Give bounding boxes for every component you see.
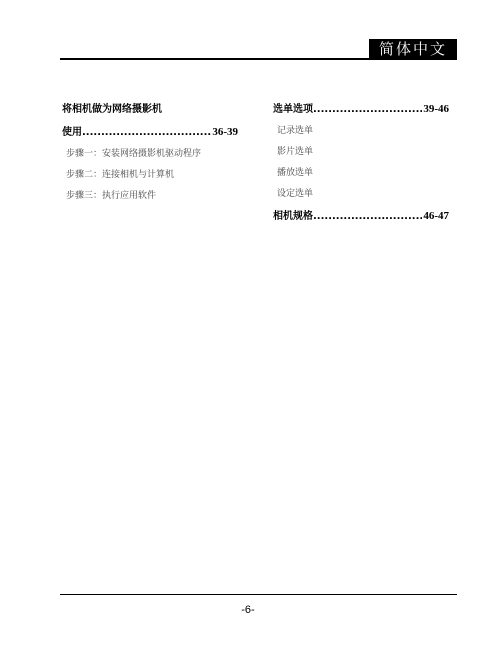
menu-item: 设定选单 (277, 189, 314, 199)
language-tab: 简体中文 (369, 39, 457, 60)
menu-item: 影片选单 (277, 147, 314, 157)
webcam-section-title: 将相机做为网络摄影机 (62, 104, 162, 115)
step-item: 步骤三：执行应用软件 (66, 191, 157, 201)
specs-section-pages: 46-47 (423, 210, 449, 222)
header-rule (60, 58, 457, 60)
webcam-section-pages: 36-39 (212, 126, 238, 138)
menu-section-title: 选单选项 (273, 104, 313, 115)
step-item: 步骤二：连接相机与计算机 (66, 170, 175, 180)
dot-leader (313, 205, 422, 228)
toc-right-column (273, 98, 449, 228)
webcam-section-title-cont: 使用 (62, 127, 82, 138)
menu-item: 记录选单 (277, 126, 314, 136)
dot-leader (82, 121, 211, 144)
menu-item: 播放选单 (277, 168, 314, 178)
menu-section-pages: 39-46 (423, 103, 449, 115)
menu-section-entry (273, 98, 449, 121)
specs-section-title: 相机规格 (273, 211, 313, 222)
page-number: -6- (241, 604, 255, 616)
webcam-section-entry (62, 121, 238, 144)
step-item: 步骤一：安装网络摄影机驱动程序 (66, 149, 202, 159)
footer-rule (60, 594, 457, 595)
toc-left-column (62, 98, 238, 207)
specs-section-entry (273, 205, 449, 228)
dot-leader (313, 98, 422, 121)
